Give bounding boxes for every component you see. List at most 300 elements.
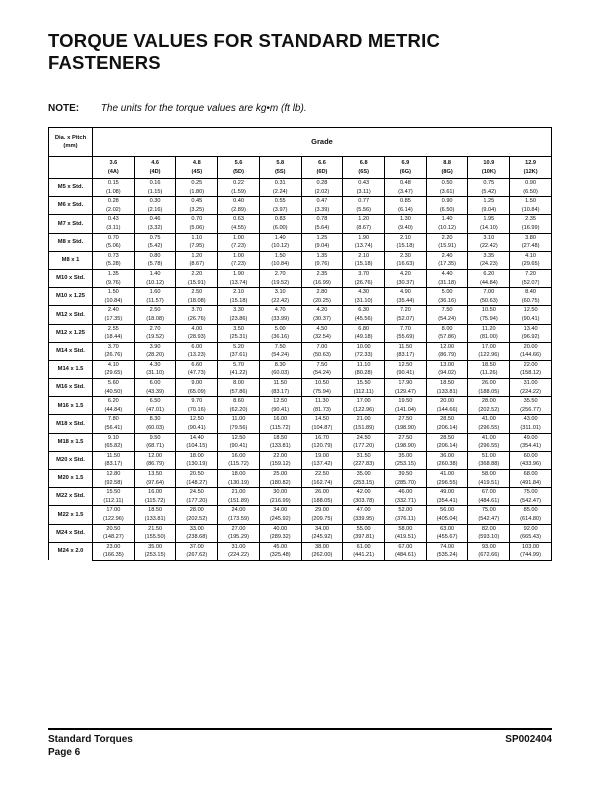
torque-kgm: 33.00	[176, 524, 218, 533]
torque-ftlb: (19.52)	[259, 279, 301, 288]
torque-kgm: 22.00	[259, 451, 301, 460]
grade-number: 12.9	[510, 157, 552, 169]
fastener-size: M10 x 1.25	[49, 288, 93, 306]
torque-ftlb: (11.57)	[134, 297, 176, 306]
torque-kgm: 22.50	[301, 470, 343, 479]
torque-ftlb: (23.86)	[218, 315, 260, 324]
torque-ftlb: (65.09)	[176, 388, 218, 397]
torque-kgm: 4.10	[93, 360, 135, 369]
torque-ftlb: (296.55)	[468, 424, 510, 433]
torque-ftlb: (10.12)	[259, 242, 301, 251]
grade-code: (12K)	[510, 168, 552, 179]
footer-doc-code: SP002404	[505, 734, 552, 745]
fastener-size: M5 x Std.	[49, 179, 93, 197]
grade-code: (4D)	[134, 168, 176, 179]
torque-kgm: 4.30	[134, 360, 176, 369]
torque-kgm: 14.50	[301, 415, 343, 424]
torque-ftlb: (18.44)	[93, 333, 135, 342]
table-row	[49, 506, 552, 515]
torque-ftlb: (56.41)	[93, 424, 135, 433]
torque-kgm: 0.75	[134, 233, 176, 242]
torque-ftlb: (285.70)	[385, 479, 427, 488]
torque-kgm: 37.00	[176, 542, 218, 551]
torque-kgm: 27.00	[218, 524, 260, 533]
torque-ftlb: (5.78)	[134, 260, 176, 269]
torque-kgm: 103.00	[510, 542, 552, 551]
fastener-size: M14 x 1.5	[49, 360, 93, 378]
torque-ftlb: (54.24)	[301, 369, 343, 378]
torque-ftlb: (542.47)	[510, 497, 552, 506]
torque-kgm: 20.00	[426, 397, 468, 406]
torque-kgm: 11.50	[259, 379, 301, 388]
torque-ftlb: (75.94)	[468, 315, 510, 324]
torque-kgm: 35.00	[134, 542, 176, 551]
torque-kgm: 75.00	[468, 506, 510, 515]
torque-ftlb: (159.12)	[259, 460, 301, 469]
torque-kgm: 49.00	[510, 433, 552, 442]
torque-ftlb: (188.05)	[468, 388, 510, 397]
torque-ftlb: (26.76)	[93, 351, 135, 360]
torque-ftlb: (433.96)	[510, 460, 552, 469]
torque-ftlb: (5.42)	[468, 188, 510, 197]
torque-kgm: 58.00	[468, 470, 510, 479]
torque-kgm: 4.30	[343, 288, 385, 297]
torque-ftlb: (83.17)	[385, 351, 427, 360]
torque-ftlb: (30.37)	[301, 315, 343, 324]
torque-kgm: 11.10	[343, 360, 385, 369]
torque-kgm: 24.50	[176, 488, 218, 497]
torque-kgm: 0.46	[134, 215, 176, 224]
torque-kgm: 2.50	[134, 306, 176, 315]
torque-kgm: 0.45	[176, 197, 218, 206]
torque-ftlb: (19.52)	[134, 333, 176, 342]
torque-ftlb: (4.55)	[218, 224, 260, 233]
fastener-size: M18 x Std.	[49, 415, 93, 433]
torque-ftlb: (744.99)	[510, 551, 552, 560]
table-row-ftlb	[49, 188, 552, 197]
torque-ftlb: (60.03)	[259, 369, 301, 378]
table-row-ftlb	[49, 279, 552, 288]
torque-ftlb: (202.52)	[176, 515, 218, 524]
torque-kgm: 19.00	[301, 451, 343, 460]
table-row-ftlb	[49, 497, 552, 506]
grade-number: 3.6	[93, 157, 135, 169]
torque-ftlb: (104.87)	[301, 424, 343, 433]
units-note	[48, 103, 307, 114]
torque-ftlb: (7.23)	[218, 242, 260, 251]
torque-ftlb: (9.76)	[93, 279, 135, 288]
torque-ftlb: (5.56)	[343, 206, 385, 215]
torque-ftlb: (57.86)	[218, 388, 260, 397]
torque-ftlb: (47.01)	[134, 406, 176, 415]
torque-ftlb: (54.24)	[259, 351, 301, 360]
torque-kgm: 15.50	[93, 488, 135, 497]
table-row-ftlb	[49, 206, 552, 215]
table-row	[49, 324, 552, 333]
page-title: TORQUE VALUES FOR STANDARD METRIC FASTENERS	[48, 30, 441, 73]
torque-kgm: 0.55	[259, 197, 301, 206]
torque-ftlb: (376.11)	[385, 515, 427, 524]
torque-kgm: 1.00	[218, 251, 260, 260]
torque-ftlb: (13.23)	[176, 351, 218, 360]
torque-kgm: 0.50	[426, 179, 468, 188]
torque-ftlb: (50.63)	[301, 351, 343, 360]
torque-kgm: 13.40	[510, 324, 552, 333]
torque-kgm: 0.40	[218, 197, 260, 206]
table-row-ftlb	[49, 551, 552, 560]
torque-kgm: 3.70	[343, 269, 385, 278]
torque-ftlb: (484.61)	[468, 497, 510, 506]
torque-ftlb: (49.18)	[343, 333, 385, 342]
table-row	[49, 542, 552, 551]
torque-ftlb: (245.92)	[259, 515, 301, 524]
table-row	[49, 288, 552, 297]
torque-kgm: 18.00	[176, 451, 218, 460]
torque-ftlb: (311.01)	[510, 424, 552, 433]
torque-kgm: 10.50	[301, 379, 343, 388]
torque-kgm: 31.00	[218, 542, 260, 551]
torque-ftlb: (96.92)	[510, 333, 552, 342]
fastener-size: M10 x Std.	[49, 269, 93, 287]
torque-ftlb: (90.41)	[385, 369, 427, 378]
torque-kgm: 21.50	[134, 524, 176, 533]
torque-kgm: 7.50	[426, 306, 468, 315]
torque-ftlb: (542.47)	[468, 515, 510, 524]
torque-kgm: 13.50	[134, 470, 176, 479]
torque-ftlb: (224.22)	[218, 551, 260, 560]
torque-ftlb: (133.81)	[134, 515, 176, 524]
torque-kgm: 12.00	[426, 342, 468, 351]
torque-kgm: 12.50	[218, 433, 260, 442]
torque-ftlb: (144.66)	[510, 351, 552, 360]
torque-kgm: 8.00	[218, 379, 260, 388]
torque-ftlb: (206.14)	[426, 442, 468, 451]
torque-ftlb: (325.48)	[259, 551, 301, 560]
grade-code: (4S)	[176, 168, 218, 179]
torque-ftlb: (94.02)	[426, 369, 468, 378]
torque-kgm: 58.00	[385, 524, 427, 533]
torque-kgm: 2.35	[510, 215, 552, 224]
note-text: The units for the torque values are kg•m (ft lb).	[100, 103, 307, 114]
torque-ftlb: (26.76)	[343, 279, 385, 288]
torque-kgm: 3.80	[510, 233, 552, 242]
torque-kgm: 20.00	[510, 342, 552, 351]
torque-ftlb: (180.82)	[259, 479, 301, 488]
table-row-ftlb	[49, 369, 552, 378]
torque-kgm: 2.35	[301, 269, 343, 278]
torque-ftlb: (10.12)	[134, 279, 176, 288]
torque-kgm: 8.30	[134, 415, 176, 424]
torque-ftlb: (158.12)	[510, 369, 552, 378]
torque-ftlb: (296.55)	[426, 479, 468, 488]
torque-ftlb: (614.80)	[510, 515, 552, 524]
torque-ftlb: (133.81)	[259, 442, 301, 451]
torque-kgm: 4.90	[385, 288, 427, 297]
fastener-size: M24 x Std.	[49, 524, 93, 542]
torque-ftlb: (11.26)	[468, 369, 510, 378]
torque-ftlb: (253.15)	[385, 460, 427, 469]
torque-ftlb: (37.61)	[218, 351, 260, 360]
table-row	[49, 451, 552, 460]
torque-kgm: 8.30	[259, 360, 301, 369]
torque-ftlb: (289.32)	[259, 533, 301, 542]
torque-kgm: 40.00	[259, 524, 301, 533]
torque-ftlb: (10.84)	[93, 297, 135, 306]
torque-kgm: 12.50	[259, 397, 301, 406]
torque-ftlb: (198.90)	[385, 424, 427, 433]
torque-ftlb: (354.41)	[510, 442, 552, 451]
torque-ftlb: (90.41)	[259, 406, 301, 415]
torque-ftlb: (216.99)	[259, 497, 301, 506]
torque-ftlb: (130.19)	[176, 460, 218, 469]
torque-ftlb: (62.20)	[218, 406, 260, 415]
torque-kgm: 11.20	[468, 324, 510, 333]
torque-ftlb: (33.99)	[259, 315, 301, 324]
torque-kgm: 9.70	[176, 397, 218, 406]
torque-kgm: 24.50	[343, 433, 385, 442]
torque-ftlb: (81.73)	[301, 406, 343, 415]
torque-kgm: 17.90	[385, 379, 427, 388]
torque-kgm: 9.10	[93, 433, 135, 442]
torque-kgm: 12.00	[134, 451, 176, 460]
torque-kgm: 1.40	[426, 215, 468, 224]
torque-ftlb: (22.42)	[259, 297, 301, 306]
torque-ftlb: (54.24)	[426, 315, 468, 324]
torque-ftlb: (13.74)	[218, 279, 260, 288]
torque-ftlb: (90.41)	[510, 315, 552, 324]
torque-ftlb: (3.11)	[343, 188, 385, 197]
torque-ftlb: (491.84)	[510, 479, 552, 488]
torque-ftlb: (75.94)	[301, 388, 343, 397]
torque-kgm: 2.80	[301, 288, 343, 297]
table-row-ftlb	[49, 515, 552, 524]
torque-ftlb: (35.44)	[385, 297, 427, 306]
torque-ftlb: (44.84)	[468, 279, 510, 288]
torque-kgm: 7.80	[93, 415, 135, 424]
torque-ftlb: (29.65)	[510, 260, 552, 269]
torque-ftlb: (177.20)	[343, 442, 385, 451]
grade-code: (8G)	[426, 168, 468, 179]
torque-ftlb: (256.77)	[510, 406, 552, 415]
torque-kgm: 17.00	[343, 397, 385, 406]
torque-ftlb: (129.47)	[385, 388, 427, 397]
torque-kgm: 18.50	[468, 360, 510, 369]
torque-ftlb: (44.84)	[93, 406, 135, 415]
fastener-size: M20 x 1.5	[49, 470, 93, 488]
torque-kgm: 1.20	[343, 215, 385, 224]
torque-table-container	[48, 127, 552, 561]
torque-ftlb: (8.67)	[176, 260, 218, 269]
table-row-ftlb	[49, 333, 552, 342]
table-row	[49, 251, 552, 260]
torque-ftlb: (245.92)	[301, 533, 343, 542]
torque-kgm: 51.00	[468, 451, 510, 460]
torque-ftlb: (26.76)	[176, 315, 218, 324]
torque-kgm: 16.00	[259, 415, 301, 424]
torque-ftlb: (122.96)	[343, 406, 385, 415]
torque-kgm: 1.00	[218, 233, 260, 242]
table-row	[49, 269, 552, 278]
torque-kgm: 12.50	[510, 306, 552, 315]
torque-ftlb: (455.67)	[426, 533, 468, 542]
torque-kgm: 60.00	[510, 451, 552, 460]
grade-code: (6D)	[301, 168, 343, 179]
fastener-size: M20 x Std.	[49, 451, 93, 469]
torque-ftlb: (9.76)	[301, 260, 343, 269]
torque-kgm: 6.00	[134, 379, 176, 388]
torque-ftlb: (535.24)	[426, 551, 468, 560]
torque-kgm: 2.55	[93, 324, 135, 333]
torque-ftlb: (665.43)	[510, 533, 552, 542]
torque-ftlb: (9.04)	[468, 206, 510, 215]
torque-ftlb: (15.18)	[343, 260, 385, 269]
torque-kgm: 47.00	[343, 506, 385, 515]
torque-kgm: 0.31	[259, 179, 301, 188]
torque-ftlb: (2.16)	[134, 206, 176, 215]
torque-ftlb: (6.50)	[510, 188, 552, 197]
torque-kgm: 10.50	[468, 306, 510, 315]
torque-ftlb: (144.66)	[426, 406, 468, 415]
torque-kgm: 45.00	[259, 542, 301, 551]
torque-ftlb: (137.42)	[301, 460, 343, 469]
torque-ftlb: (13.74)	[343, 242, 385, 251]
torque-kgm: 41.00	[426, 470, 468, 479]
torque-kgm: 41.00	[468, 415, 510, 424]
torque-kgm: 1.35	[93, 269, 135, 278]
torque-ftlb: (296.55)	[468, 442, 510, 451]
torque-ftlb: (68.71)	[134, 442, 176, 451]
table-row	[49, 470, 552, 479]
torque-kgm: 38.00	[301, 542, 343, 551]
torque-kgm: 1.90	[343, 233, 385, 242]
torque-ftlb: (16.99)	[301, 279, 343, 288]
torque-kgm: 1.50	[510, 197, 552, 206]
torque-kgm: 0.80	[134, 251, 176, 260]
torque-kgm: 49.00	[426, 488, 468, 497]
torque-ftlb: (253.15)	[343, 479, 385, 488]
table-row-ftlb	[49, 406, 552, 415]
torque-kgm: 85.00	[510, 506, 552, 515]
torque-ftlb: (202.52)	[468, 406, 510, 415]
torque-ftlb: (1.15)	[134, 188, 176, 197]
fastener-size: M12 x Std.	[49, 306, 93, 324]
fastener-size: M22 x Std.	[49, 488, 93, 506]
torque-ftlb: (130.19)	[218, 479, 260, 488]
torque-kgm: 1.30	[385, 215, 427, 224]
torque-kgm: 0.83	[259, 215, 301, 224]
torque-ftlb: (3.47)	[385, 188, 427, 197]
fastener-size: M22 x 1.5	[49, 506, 93, 524]
grade-code: (10K)	[468, 168, 510, 179]
torque-ftlb: (5.06)	[93, 242, 135, 251]
table-row-ftlb	[49, 460, 552, 469]
torque-kgm: 18.50	[426, 379, 468, 388]
torque-kgm: 3.35	[468, 251, 510, 260]
table-row-ftlb	[49, 442, 552, 451]
torque-kgm: 27.50	[385, 433, 427, 442]
torque-ftlb: (3.61)	[426, 188, 468, 197]
table-row-ftlb	[49, 260, 552, 269]
torque-kgm: 8.40	[510, 288, 552, 297]
grade-header: Grade	[93, 128, 552, 157]
torque-ftlb: (115.72)	[259, 424, 301, 433]
torque-kgm: 2.70	[259, 269, 301, 278]
torque-ftlb: (9.40)	[385, 224, 427, 233]
torque-kgm: 9.00	[176, 379, 218, 388]
table-row	[49, 397, 552, 406]
torque-ftlb: (3.39)	[301, 206, 343, 215]
torque-ftlb: (81.00)	[468, 333, 510, 342]
torque-ftlb: (303.78)	[343, 497, 385, 506]
torque-ftlb: (10.84)	[510, 206, 552, 215]
torque-kgm: 0.63	[218, 215, 260, 224]
torque-ftlb: (672.66)	[468, 551, 510, 560]
torque-kgm: 8.60	[218, 397, 260, 406]
torque-ftlb: (2.89)	[218, 206, 260, 215]
torque-kgm: 17.00	[93, 506, 135, 515]
table-row-ftlb	[49, 224, 552, 233]
torque-ftlb: (209.75)	[301, 515, 343, 524]
grade-number: 10.9	[468, 157, 510, 169]
torque-kgm: 3.70	[93, 342, 135, 351]
torque-ftlb: (253.15)	[134, 551, 176, 560]
torque-kgm: 28.50	[426, 415, 468, 424]
grade-number: 6.6	[301, 157, 343, 169]
torque-kgm: 41.00	[468, 433, 510, 442]
torque-ftlb: (267.62)	[176, 551, 218, 560]
torque-ftlb: (86.79)	[134, 460, 176, 469]
table-row	[49, 379, 552, 388]
grade-number: 5.8	[259, 157, 301, 169]
torque-kgm: 67.00	[468, 488, 510, 497]
torque-ftlb: (43.39)	[134, 388, 176, 397]
torque-ftlb: (2.02)	[301, 188, 343, 197]
torque-ftlb: (3.25)	[176, 206, 218, 215]
table-row	[49, 433, 552, 442]
torque-kgm: 2.10	[385, 233, 427, 242]
fastener-size: M12 x 1.25	[49, 324, 93, 342]
torque-kgm: 15.50	[343, 379, 385, 388]
blank-cell	[49, 168, 93, 179]
torque-ftlb: (151.89)	[343, 424, 385, 433]
grade-number: 8.8	[426, 157, 468, 169]
table-row	[49, 488, 552, 497]
table-row-ftlb	[49, 315, 552, 324]
torque-ftlb: (1.59)	[218, 188, 260, 197]
torque-kgm: 35.00	[385, 451, 427, 460]
torque-kgm: 1.60	[134, 288, 176, 297]
grade-number-row	[49, 157, 552, 169]
fastener-size: M14 x Std.	[49, 342, 93, 360]
table-row	[49, 197, 552, 206]
torque-ftlb: (31.10)	[134, 369, 176, 378]
torque-ftlb: (122.96)	[468, 351, 510, 360]
torque-ftlb: (260.38)	[426, 460, 468, 469]
grade-code: (4A)	[93, 168, 135, 179]
torque-ftlb: (28.93)	[176, 333, 218, 342]
table-row-ftlb	[49, 242, 552, 251]
dia-pitch-header: Dia. x Pitch (mm)	[49, 128, 93, 157]
torque-kgm: 75.00	[510, 488, 552, 497]
torque-kgm: 20.50	[176, 470, 218, 479]
torque-ftlb: (188.05)	[301, 497, 343, 506]
torque-kgm: 1.25	[301, 233, 343, 242]
torque-ftlb: (28.20)	[134, 351, 176, 360]
torque-kgm: 3.90	[134, 342, 176, 351]
grade-code: (5D)	[218, 168, 260, 179]
torque-ftlb: (9.04)	[301, 242, 343, 251]
torque-kgm: 6.80	[343, 324, 385, 333]
